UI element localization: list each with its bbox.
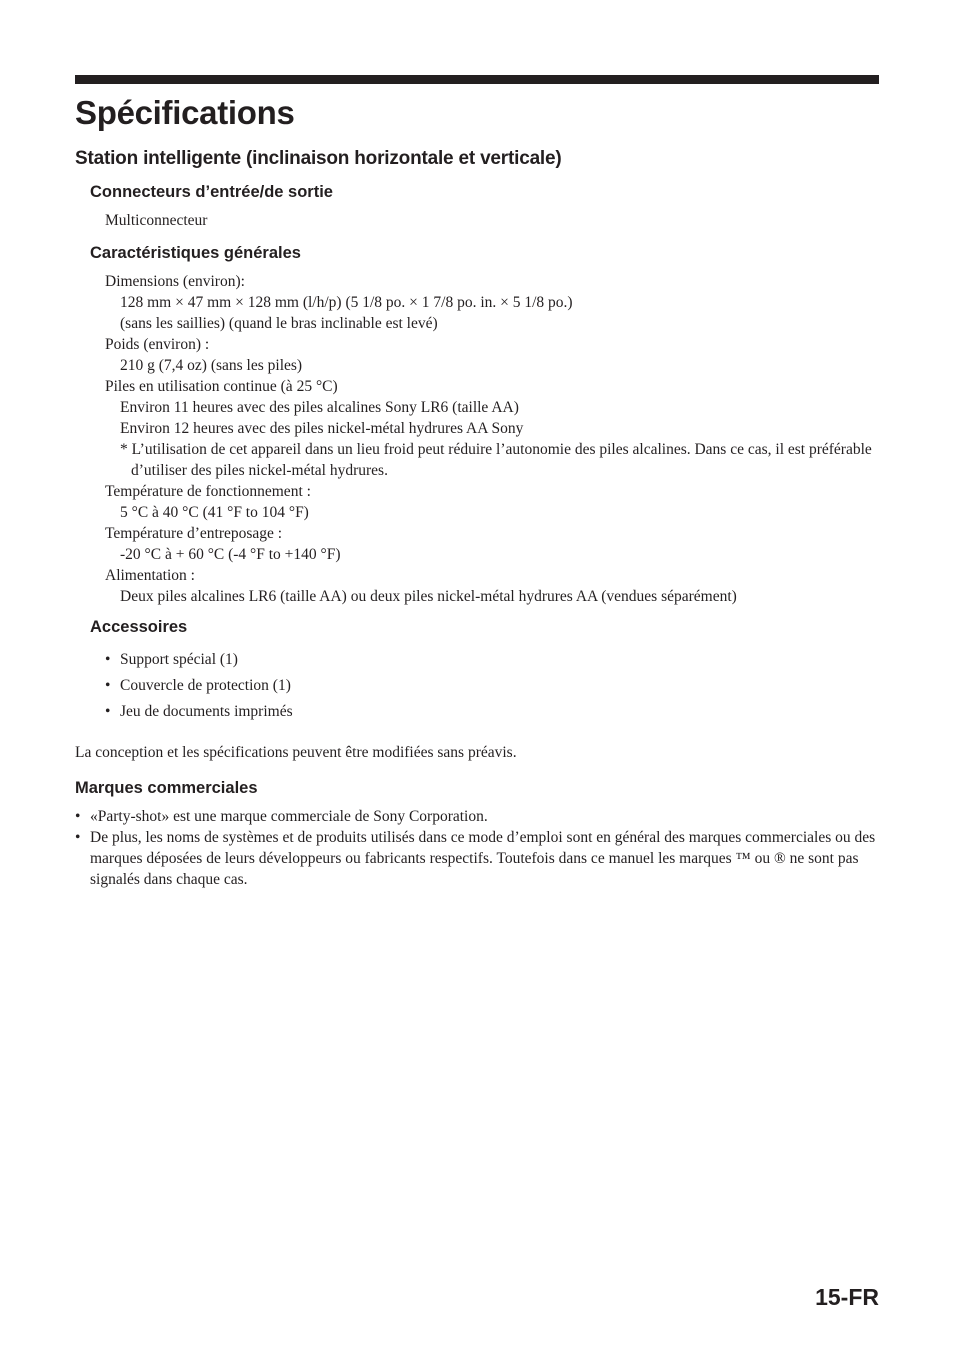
- list-item-text: De plus, les noms de systèmes et de produits utilisés dans ce mode d’emploi sont en général des marques commerciales ou des marques déposées de leurs développeurs ou fabricants respectifs. Toutefois dans ce manuel les marques ™ ou ® ne sont pas signalés dans chaque cas.: [90, 829, 876, 888]
- bullet-icon: •: [105, 651, 111, 668]
- top-rule: [75, 75, 879, 84]
- list-item: [75, 673, 879, 699]
- storage-temp-value: -20 °C à + 60 °C (-4 °F to +140 °F): [120, 546, 341, 563]
- power-label: Alimentation :: [105, 567, 195, 584]
- page-content: [75, 75, 879, 890]
- page-title: Spécifications: [75, 94, 295, 131]
- dimensions-note: (sans les saillies) (quand le bras inclinable est levé): [120, 315, 438, 332]
- trademarks-section: [75, 777, 879, 890]
- list-item: [75, 699, 879, 725]
- io-value: Multiconnecteur: [105, 212, 208, 229]
- trademarks-heading: Marques commerciales: [75, 779, 258, 797]
- bullet-icon: •: [75, 829, 81, 846]
- bullet-icon: •: [75, 808, 81, 825]
- op-temp-value: 5 °C à 40 °C (41 °F to 104 °F): [120, 504, 309, 521]
- dimensions-value: 128 mm × 47 mm × 128 mm (l/h/p) (5 1/8 po. × 1 7/8 po. in. × 5 1/8 po.): [120, 294, 573, 311]
- list-item-text: Support spécial (1): [120, 651, 238, 668]
- weight-value: 210 g (7,4 oz) (sans les piles): [120, 357, 303, 374]
- dimensions-label: Dimensions (environ):: [105, 273, 245, 290]
- accessories-section: [75, 616, 879, 725]
- battery-value-2: Environ 12 heures avec des piles nickel-métal hydrures AA Sony: [120, 420, 524, 437]
- list-item-text: Jeu de documents imprimés: [120, 703, 293, 720]
- io-section: [75, 181, 879, 231]
- list-item-text: Couvercle de protection (1): [120, 677, 291, 694]
- io-heading: Connecteurs d’entrée/de sortie: [90, 183, 333, 201]
- battery-value-1: Environ 11 heures avec des piles alcalines Sony LR6 (taille AA): [120, 399, 519, 416]
- list-item: [75, 806, 879, 827]
- accessories-heading: Accessoires: [90, 618, 188, 636]
- notice: La conception et les spécifications peuvent être modifiées sans préavis.: [75, 744, 517, 761]
- list-item: [75, 827, 879, 890]
- battery-label: Piles en utilisation continue (à 25 °C): [105, 378, 338, 395]
- section-title: Station intelligente (inclinaison horizontale et verticale): [75, 148, 562, 169]
- op-temp-label: Température de fonctionnement :: [105, 483, 311, 500]
- list-item-text: «Party-shot» est une marque commerciale de Sony Corporation.: [90, 808, 488, 825]
- weight-label: Poids (environ) :: [105, 336, 210, 353]
- general-section: [75, 242, 879, 607]
- accessories-list: [75, 647, 879, 725]
- bullet-icon: •: [105, 677, 111, 694]
- trademarks-list: [75, 806, 879, 890]
- storage-temp-label: Température d’entreposage :: [105, 525, 283, 542]
- bullet-icon: •: [105, 703, 111, 720]
- general-heading: Caractéristiques générales: [90, 244, 301, 262]
- list-item: [75, 647, 879, 673]
- battery-note: * L’utilisation de cet appareil dans un lieu froid peut réduire l’autonomie des piles alcalines. Dans ce cas, il est préférable d’utiliser des piles nickel-métal hydrures.: [120, 441, 872, 479]
- page-number: 15-FR: [815, 1284, 879, 1310]
- power-value: Deux piles alcalines LR6 (taille AA) ou deux piles nickel-métal hydrures AA (vendues séparément): [120, 588, 737, 605]
